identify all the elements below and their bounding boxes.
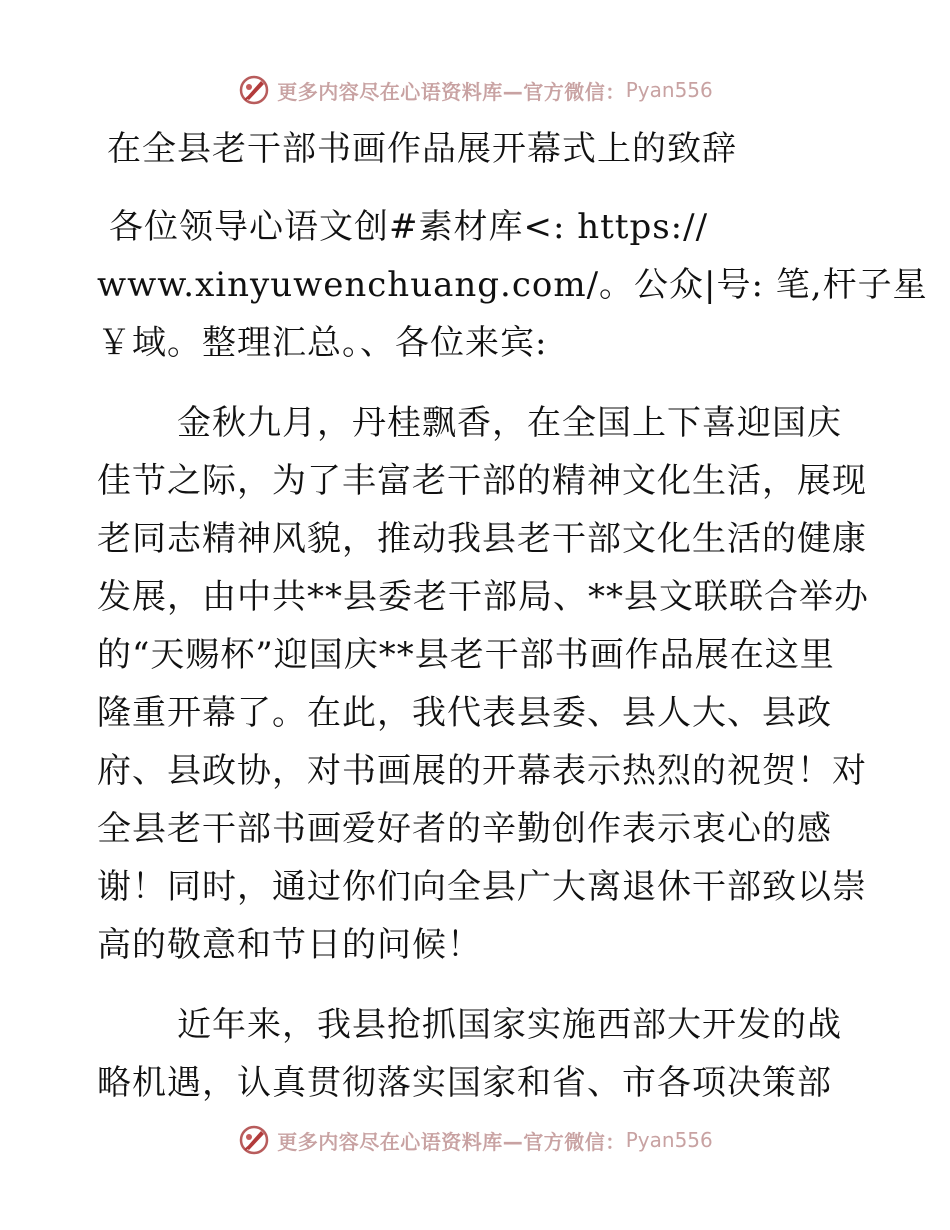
footer-banner	[0, 1120, 950, 1160]
paragraph-line: 老同志精神风貌，推动我县老干部文化生活的健康	[97, 519, 867, 559]
paragraph-line: 谢！同时，通过你们向全县广大离退休干部致以崇	[97, 867, 867, 907]
paragraph-line: 近年来，我县抢抓国家实施西部大开发的战	[177, 1005, 842, 1045]
footer-banner-text: 更多内容尽在心语资料库—官方微信：	[277, 1129, 626, 1154]
quill-pen-logo-icon	[237, 73, 271, 107]
salutation-line: www.xinyuwenchuang.com/。公众|号: 笔,杆子星	[97, 265, 928, 305]
paragraph-line: 佳节之际，为了丰富老干部的精神文化生活，展现	[97, 461, 867, 501]
header-wechat-id: Pyan556	[625, 78, 713, 102]
paragraph-line: 隆重开幕了。在此，我代表县委、县人大、县政	[97, 693, 832, 733]
salutation	[97, 198, 928, 372]
document-title: 在全县老干部书画作品展开幕式上的致辞	[107, 129, 737, 169]
quill-pen-logo-icon	[237, 1123, 271, 1157]
paragraph-2	[97, 996, 857, 1112]
paragraph-1	[97, 394, 869, 974]
footer-wechat-id: Pyan556	[625, 1128, 713, 1152]
header-banner	[0, 70, 950, 110]
paragraph-line: 金秋九月，丹桂飘香，在全国上下喜迎国庆	[177, 403, 842, 443]
paragraph-line: 发展，由中共**县委老干部局、**县文联联合举办	[97, 577, 869, 617]
paragraph-line: 高的敬意和节日的问候！	[97, 925, 482, 965]
paragraph-line: 府、县政协，对书画展的开幕表示热烈的祝贺！对	[97, 751, 867, 791]
header-banner-text: 更多内容尽在心语资料库—官方微信：	[277, 79, 626, 104]
salutation-line: ￥域。整理汇总。、各位来宾:	[97, 323, 548, 363]
salutation-line: 各位领导心语文创#素材库<: https://	[109, 207, 709, 247]
paragraph-line: 略机遇，认真贯彻落实国家和省、市各项决策部	[97, 1063, 832, 1103]
paragraph-line: 的“天赐杯”迎国庆**县老干部书画作品展在这里	[97, 635, 835, 675]
paragraph-line: 全县老干部书画爱好者的辛勤创作表示衷心的感	[97, 809, 832, 849]
document-body	[97, 120, 928, 1112]
